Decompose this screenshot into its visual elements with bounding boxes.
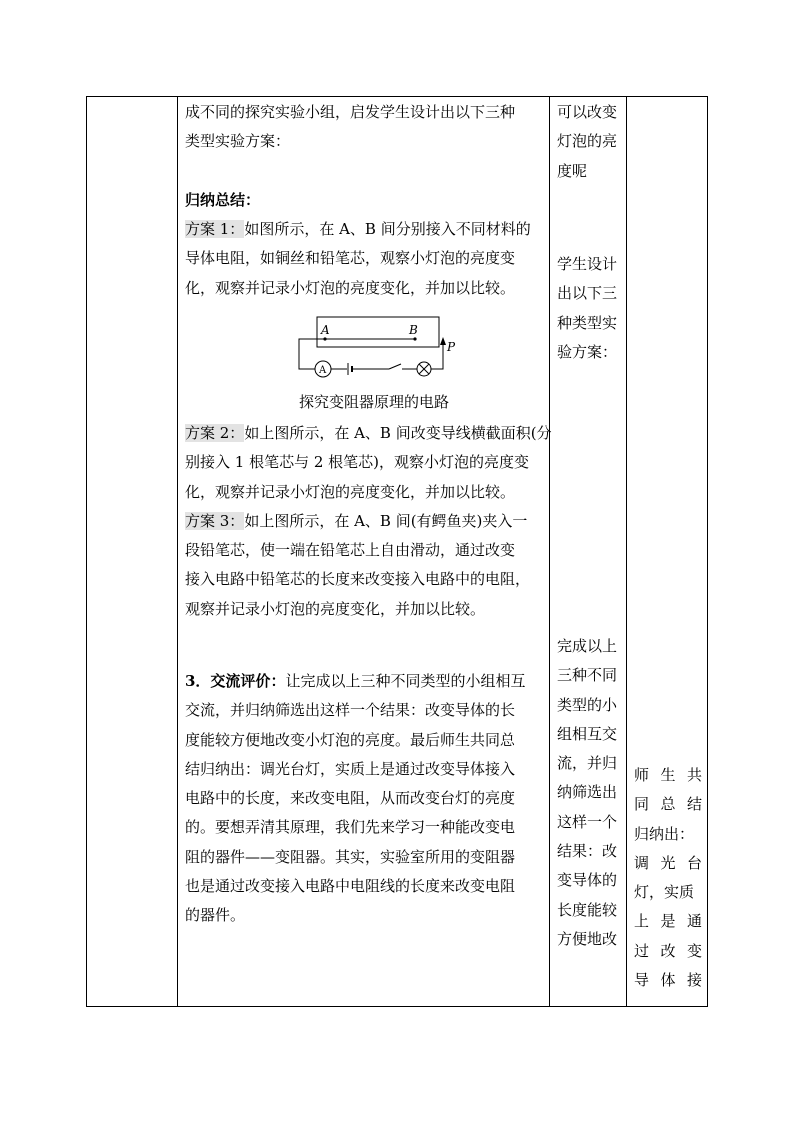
- plan1-label: 方案 1：: [185, 220, 245, 239]
- teacher-activity-column: [185, 98, 531, 303]
- text-line: 如上图所示，在 A、B 间(有鳄鱼夹)夹入一: [244, 511, 528, 530]
- switch-icon: [389, 364, 401, 369]
- text-line: 同 总 结: [634, 795, 702, 814]
- text-line: 段铅笔芯，使一端在铅笔芯上自由滑动，通过改变: [185, 541, 516, 560]
- text-line: 的器件。: [185, 906, 246, 925]
- text-line: 化，观察并记录小灯泡的亮度变化，并加以比较。: [185, 278, 516, 297]
- slider-arrow-icon: [440, 337, 446, 345]
- text-line: 电路中的长度，来改变电阻，从而改变台灯的亮度: [185, 789, 516, 808]
- student-activity-column-2: [557, 250, 617, 367]
- column-divider: [177, 97, 178, 1006]
- text-line: 观察并记录小灯泡的亮度变化，并加以比较。: [185, 599, 486, 618]
- text-line: 度呢: [557, 161, 588, 180]
- text-line: 师 生 共: [634, 766, 702, 784]
- text-line: 流，并归: [557, 754, 618, 773]
- text-line: 变导体的: [557, 871, 618, 890]
- text-line: 可以改变: [557, 103, 618, 121]
- text-line: 导体电阻，如铜丝和铅笔芯，观察小灯泡的亮度变: [185, 249, 516, 268]
- text-line: 别接入 1 根笔芯与 2 根笔芯)，观察小灯泡的亮度变: [185, 453, 530, 472]
- text-line: 成不同的探究实验小组，启发学生设计出以下三种: [185, 103, 516, 121]
- label-a: A: [321, 323, 330, 337]
- text-line: 完成以上: [557, 637, 618, 655]
- student-activity-column-3: [557, 632, 617, 954]
- spacer: [185, 157, 531, 186]
- text-line: 三种不同: [557, 666, 618, 685]
- text-line: 种类型实: [557, 313, 618, 332]
- text-line: 也是通过改变接入电路中电阻线的长度来改变电阻: [185, 877, 516, 896]
- text-line: 类型的小: [557, 695, 618, 714]
- text-line: 出以下三: [557, 284, 618, 303]
- section3-title: 3．交流评价：: [185, 672, 286, 690]
- exchange-evaluation: [185, 667, 525, 931]
- text-line: 验方案：: [557, 342, 618, 361]
- text-line: 这样一个: [557, 812, 618, 831]
- text-line: 如上图所示，在 A、B 间改变导线横截面积(分: [244, 424, 552, 442]
- point-b: [413, 337, 416, 340]
- text-line: 组相互交: [557, 724, 618, 743]
- text-line: 的。要想弄清其原理，我们先来学习一种能改变电: [185, 818, 516, 837]
- text-line: 灯，实质: [634, 883, 695, 902]
- text-line: 度能较方便地改变小灯泡的亮度。最后师生共同总: [185, 730, 516, 749]
- design-intent-column: [634, 761, 702, 995]
- plan2-label: 方案 2：: [185, 424, 245, 442]
- text-line: 上 是 通: [634, 912, 702, 931]
- text-line: 纳筛选出: [557, 783, 618, 802]
- text-line: 类型实验方案：: [185, 132, 291, 151]
- text-line: 结果：改: [557, 842, 618, 861]
- text-line: 化，观察并记录小灯泡的亮度变化，并加以比较。: [185, 482, 516, 501]
- teacher-activity-column-2: [185, 419, 552, 624]
- text-line: 交流，并归纳筛选出这样一个结果：改变导体的长: [185, 701, 516, 720]
- text-line: 阻的器件——变阻器。其实，实验室所用的变阻器: [185, 847, 516, 866]
- summary-title: 归纳总结：: [185, 190, 261, 209]
- student-activity-column: [557, 98, 617, 186]
- column-divider: [626, 97, 627, 1006]
- text-line: 如图所示，在 A、B 间分别接入不同材料的: [244, 220, 531, 239]
- text-line: 调 光 台: [634, 853, 702, 872]
- text-line: 结归纳出：调光台灯，实质上是通过改变导体接入: [185, 759, 516, 778]
- text-line: 灯泡的亮: [557, 132, 618, 151]
- lesson-table: [86, 96, 708, 1007]
- label-b: B: [409, 323, 418, 337]
- ammeter-label: A: [319, 365, 327, 376]
- text-line: 学生设计: [557, 255, 618, 273]
- plan3-label: 方案 3：: [185, 511, 245, 530]
- text-line: 方便地改: [557, 929, 618, 948]
- figure-caption: 探究变阻器原理的电路: [299, 393, 450, 411]
- text-line: 导 体 接: [634, 971, 702, 990]
- text-line: 长度能较: [557, 900, 618, 919]
- label-p: P: [447, 340, 456, 354]
- text-line: 让完成以上三种不同类型的小组相互: [285, 672, 526, 690]
- resistor-box: [317, 317, 439, 347]
- text-line: 归纳出：: [634, 824, 695, 843]
- text-line: 接入电路中铅笔芯的长度来改变接入电路中的电阻，: [185, 570, 531, 589]
- text-line: 过 改 变: [634, 941, 702, 960]
- circuit-diagram: [287, 313, 467, 387]
